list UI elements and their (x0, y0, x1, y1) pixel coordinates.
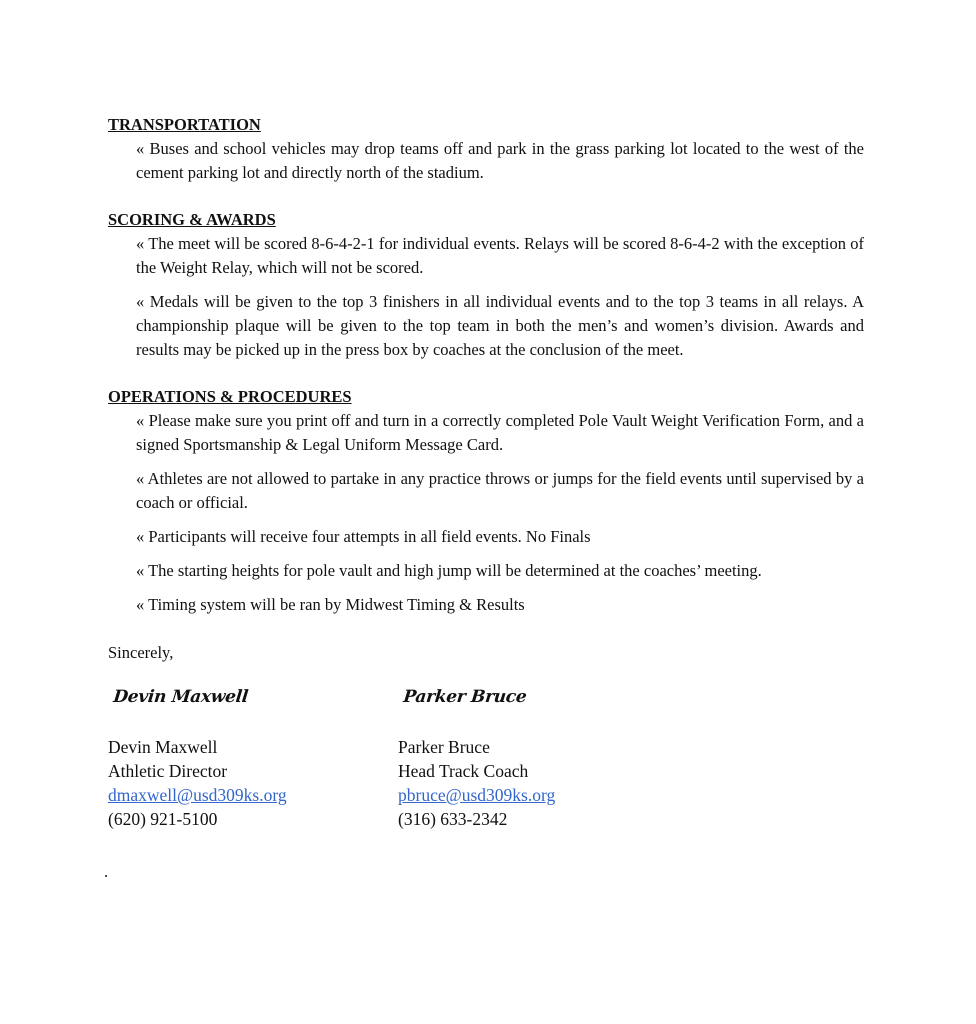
section-heading: SCORING & AWARDS (108, 210, 276, 229)
closing-salutation: Sincerely, (108, 643, 174, 662)
signer-phone: (620) 921-5100 (108, 809, 218, 829)
bullet-item: « Participants will receive four attempts in all field events. No Finals (136, 527, 591, 546)
signer-phone: (316) 633-2342 (398, 809, 508, 829)
signer-email-link[interactable]: dmaxwell@usd309ks.org (108, 785, 287, 805)
signer-head-track-coach (398, 685, 658, 831)
section-heading: OPERATIONS & PROCEDURES (108, 387, 352, 406)
signer-name: Parker Bruce (398, 737, 490, 757)
handwritten-signature: Parker Bruce (402, 687, 528, 707)
signer-title: Head Track Coach (398, 761, 529, 781)
bullet-item: « Buses and school vehicles may drop teams off and park in the grass parking lot located to the west of the cement parking lot and directly north of the stadium. (136, 139, 864, 182)
section-heading: TRANSPORTATION (108, 115, 261, 134)
trailing-period: . (104, 862, 109, 881)
bullet-item: « Timing system will be ran by Midwest Timing & Results (136, 595, 525, 614)
bullet-item: « The starting heights for pole vault and high jump will be determined at the coaches’ meeting. (136, 561, 762, 580)
signer-title: Athletic Director (108, 761, 228, 781)
signer-email-link[interactable]: pbruce@usd309ks.org (398, 785, 556, 805)
signature-block (108, 685, 864, 855)
signer-name: Devin Maxwell (108, 737, 218, 757)
bullet-item: « The meet will be scored 8-6-4-2-1 for individual events. Relays will be scored 8-6-4-2 with the exception of the Weight Relay, which will not be scored. (136, 234, 864, 277)
section-scoring-awards (108, 208, 864, 362)
bullet-item: « Medals will be given to the top 3 finishers in all individual events and to the top 3 teams in all relays. A championship plaque will be given to the top team in both the men’s and women’s division. Awards and results may be picked up in the press box by coaches at the conclusion of the meet. (136, 292, 864, 359)
bullet-item: « Athletes are not allowed to partake in any practice throws or jumps for the field events until supervised by a coach or official. (136, 469, 864, 512)
signer-athletic-director (108, 685, 368, 831)
section-transportation (108, 113, 864, 185)
handwritten-signature: Devin Maxwell (112, 687, 250, 707)
letter-body (108, 113, 864, 855)
bullet-item: « Please make sure you print off and turn in a correctly completed Pole Vault Weight Verification Form, and a signed Sportsmanship & Legal Uniform Message Card. (136, 411, 864, 454)
section-operations-procedures (108, 385, 864, 617)
